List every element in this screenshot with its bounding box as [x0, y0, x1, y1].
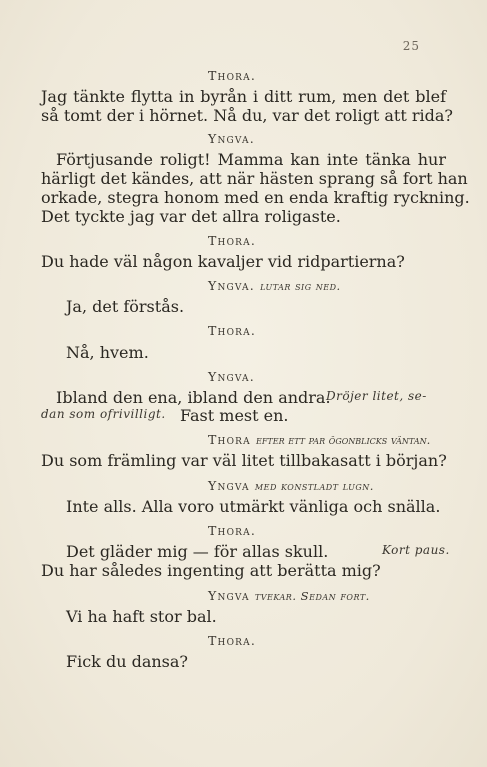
dialogue-line: Ibland den ena, ibland den andra. — [56, 388, 331, 407]
page-number: 25 — [402, 39, 420, 53]
speaker-name: Thora efter ett par ögonblicks väntan. — [208, 432, 431, 447]
speaker-name: Yngva. lutar sig ned. — [208, 278, 341, 293]
dialogue-line: Du som främling var väl litet tillbakasatt i början? — [41, 451, 447, 470]
speaker-name: Thora. — [208, 633, 257, 648]
dialogue-line: Det tyckte jag var det allra roligaste. — [41, 207, 341, 226]
dialogue-line: Du hade väl någon kavaljer vid ridpartierna? — [41, 252, 405, 271]
stage-direction: efter ett par ögonblicks väntan. — [256, 433, 431, 447]
dialogue-line: Jag tänkte flytta in byrån i ditt rum, men det blef — [41, 87, 446, 106]
stage-direction: tvekar. Sedan fort. — [254, 589, 370, 603]
dialogue-line: orkade, stegra honom med en enda kraftig ryckning. — [41, 188, 470, 207]
dialogue-line: Du har således ingenting att berätta mig? — [41, 561, 381, 580]
stage-direction: Kort paus. — [382, 543, 450, 557]
stage-direction: lutar sig ned. — [260, 279, 341, 293]
stage-direction: dan som ofrivilligt. — [41, 407, 166, 421]
stage-direction: med konstladt lugn. — [254, 479, 374, 493]
dialogue-line: Förtjusande roligt! Mamma kan inte tänka hur — [56, 150, 446, 169]
speaker-name: Thora. — [208, 68, 257, 83]
speaker-name: Yngva med konstladt lugn. — [208, 478, 374, 493]
speaker-name: Yngva tvekar. Sedan fort. — [208, 588, 370, 603]
speaker-name: Yngva. — [208, 131, 255, 146]
dialogue-line: Ja, det förstås. — [66, 297, 185, 316]
speaker-name: Thora. — [208, 323, 257, 338]
dialogue-line: härligt det kändes, att när hästen sprang så fort han — [41, 169, 468, 188]
dialogue-line: Vi ha haft stor bal. — [66, 607, 217, 626]
speaker-name: Yngva. — [208, 369, 255, 384]
dialogue-line: Fast mest en. — [180, 406, 289, 425]
dialogue-line: Nå, hvem. — [66, 343, 149, 362]
speaker-name: Thora. — [208, 233, 257, 248]
speaker-name: Thora. — [208, 523, 257, 538]
stage-direction: Dröjer litet, se- — [326, 389, 427, 403]
dialogue-line: Inte alls. Alla voro utmärkt vänliga och snälla. — [66, 497, 441, 516]
dialogue-line: Det gläder mig — för allas skull. — [66, 542, 329, 561]
dialogue-line: så tomt der i hörnet. Nå du, var det roligt att rida? — [41, 106, 453, 125]
dialogue-line: Fick du dansa? — [66, 652, 189, 671]
